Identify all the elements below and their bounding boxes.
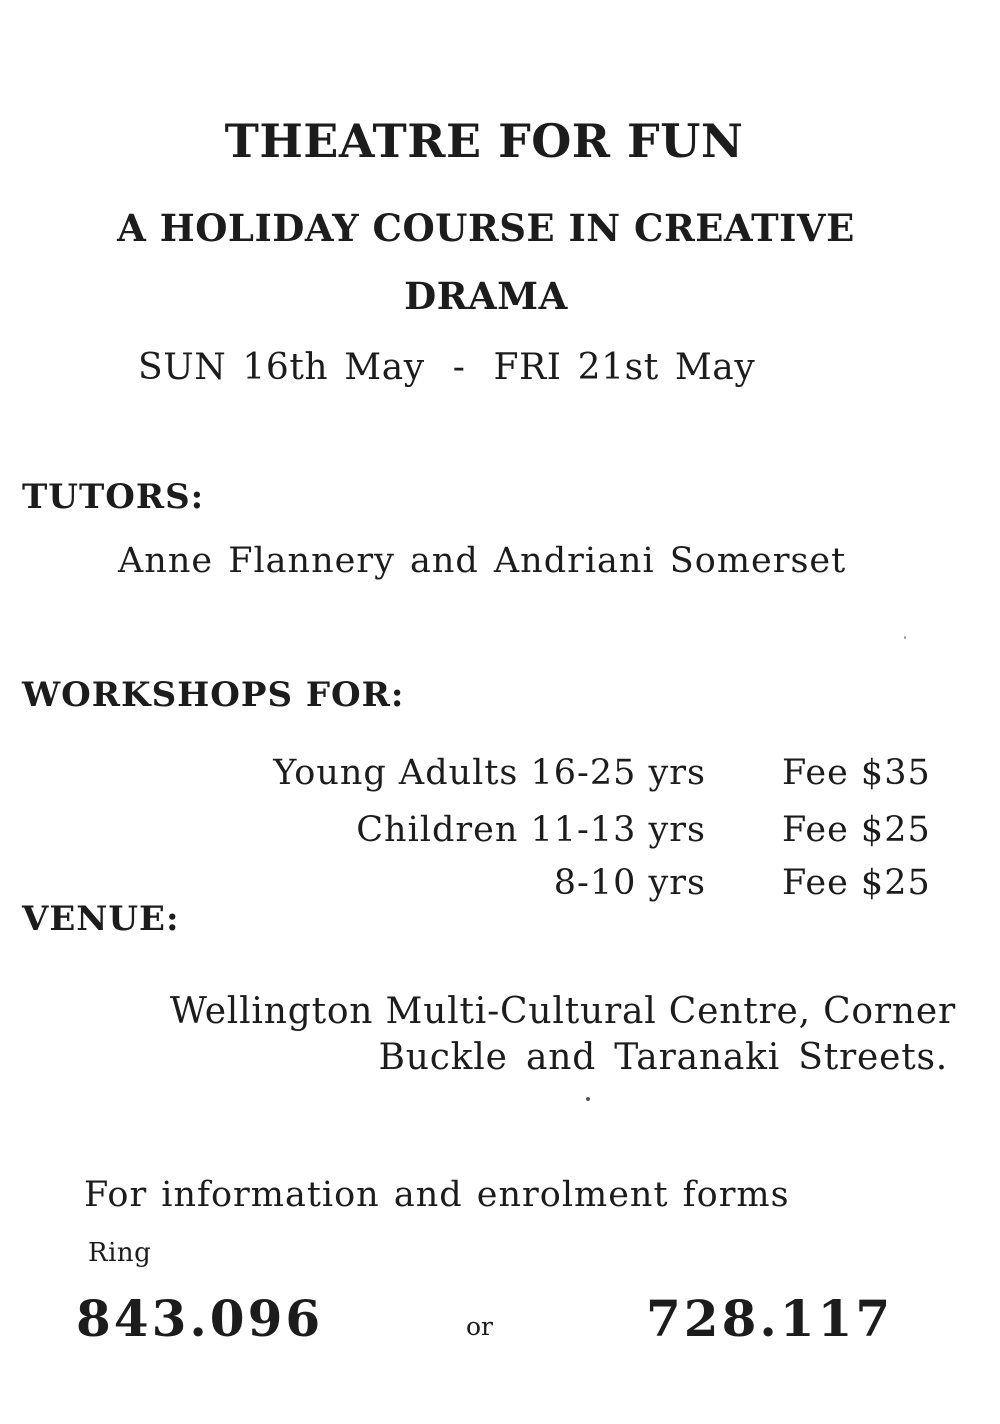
workshop-fee-children: Fee $25 (782, 810, 931, 850)
date-end: FRI 21st May (493, 347, 756, 388)
venue-heading: VENUE: (22, 899, 180, 939)
tutors-names: Anne Flannery and Andriani Somerset (118, 541, 847, 581)
venue-address-line-1: Wellington Multi-Cultural Centre, Corner (169, 991, 956, 1032)
course-dates (138, 347, 756, 388)
ink-speck (586, 1097, 590, 1101)
workshops-heading: WORKSHOPS FOR: (22, 675, 405, 715)
workshop-group-young-adults: Young Adults 16-25 yrs (273, 753, 706, 793)
workshop-group-children: Children 11-13 yrs (356, 810, 706, 850)
tutors-heading: TUTORS: (22, 477, 205, 517)
subtitle-line-2: DRAMA (404, 274, 568, 318)
phone-number-1: 843.096 (76, 1289, 324, 1348)
ink-speck (904, 636, 906, 639)
date-separator: - (452, 347, 466, 388)
date-start: SUN 16th May (138, 347, 425, 388)
venue-address-line-2: Buckle and Taranaki Streets. (378, 1037, 948, 1078)
workshop-fee-younger-children: Fee $25 (782, 863, 931, 903)
workshop-fee-young-adults: Fee $35 (782, 753, 931, 793)
poster-title: THEATRE FOR FUN (224, 114, 744, 168)
phone-number-2: 728.117 (646, 1289, 894, 1348)
subtitle-line-1: A HOLIDAY COURSE IN CREATIVE (117, 206, 855, 250)
enrolment-info: For information and enrolment forms (84, 1175, 790, 1215)
ring-label: Ring (88, 1238, 152, 1268)
workshop-group-younger-children: 8-10 yrs (553, 863, 706, 903)
or-label: or (466, 1312, 494, 1341)
